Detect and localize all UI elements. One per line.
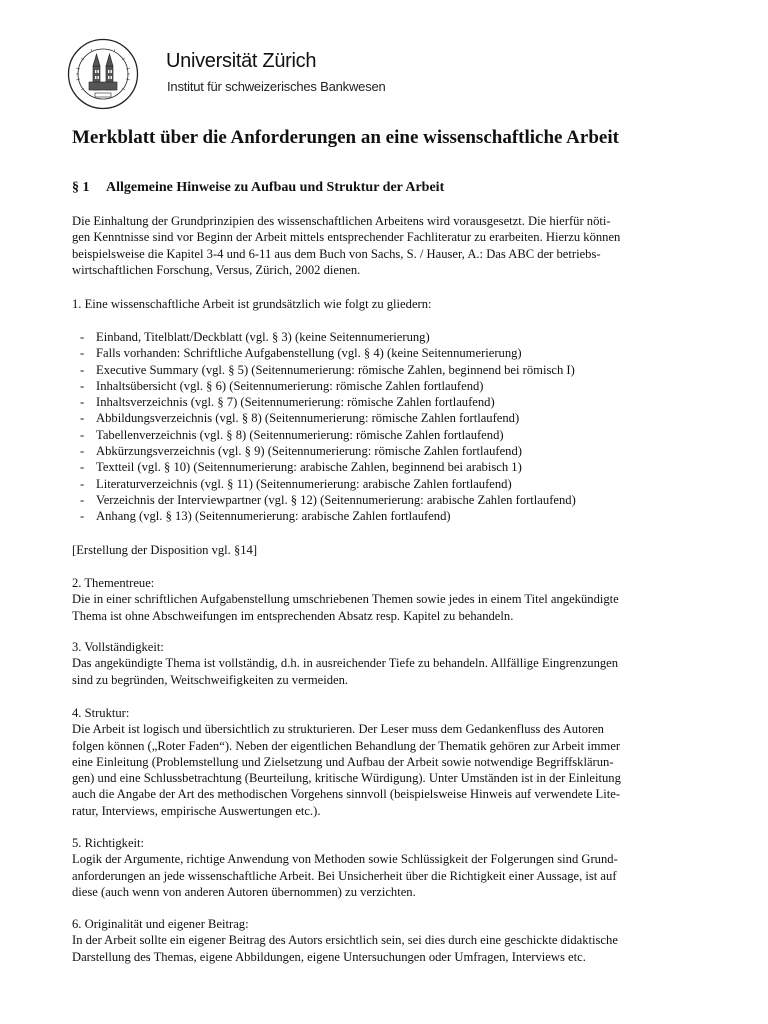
university-name: Universität Zürich <box>166 50 317 72</box>
text-line: beispielsweise die Kapitel 3-4 und 6-11 aus dem Buch von Sachs, S. / Hauser, A.: Das ABC der betriebs- <box>72 246 601 261</box>
list-item: - Literaturverzeichnis (vgl. § 11) (Seitennumerierung: arabische Zahlen fortlaufend) <box>80 476 512 491</box>
list-item: - Abkürzungsverzeichnis (vgl. § 9) (Seitennumerierung: römische Zahlen fortlaufend) <box>80 444 522 459</box>
list-dash: - <box>80 509 85 524</box>
point-1-heading: 1. Eine wissenschaftliche Arbeit ist grundsätzlich wie folgt zu gliedern: <box>72 297 432 311</box>
text-line: auch die Angabe der Art des methodischen Vorgehens sinnvoll (beispielsweise Hinweis auf verwendete Lite- <box>72 787 621 802</box>
point-heading: 2. Thementreue: <box>72 576 155 590</box>
text-line: gen) und eine Schlussbetrachtung (Beurteilung, kritische Würdigung). Unter Umständen ist in der Einleitung <box>72 771 621 786</box>
list-item: - Inhaltsübersicht (vgl. § 6) (Seitennumerierung: römische Zahlen fortlaufend) <box>80 378 484 393</box>
text-line: eine Einleitung (Problemstellung und Zielsetzung und Aufbau der Arbeit sowie notwendige Begriffsklärun- <box>72 754 614 769</box>
list-dash: - <box>80 378 85 393</box>
list-item: - Executive Summary (vgl. § 5) (Seitennumerierung: römische Zahlen, beginnend bei römisch I) <box>80 362 575 377</box>
list-item: - Tabellenverzeichnis (vgl. § 8) (Seitennumerierung: römische Zahlen fortlaufend) <box>80 427 504 442</box>
list-dash: - <box>80 427 85 442</box>
text-line: Darstellung des Themas, eigene Abbildungen, eigene Untersuchungen oder Umfragen, Interviews etc. <box>72 949 586 964</box>
list-item: - Verzeichnis der Interviewpartner (vgl. § 12) (Seitennumerierung: arabische Zahlen fortlaufend) <box>80 492 576 507</box>
disposition-note: [Erstellung der Disposition vgl. §14] <box>72 543 258 557</box>
list-item: - Einband, Titelblatt/Deckblatt (vgl. § 3) (keine Seitennumerierung) <box>80 330 430 344</box>
point-6 <box>72 916 696 965</box>
section-heading <box>72 180 444 196</box>
list-item: - Textteil (vgl. § 10) (Seitennumerierung: arabische Zahlen, beginnend bei arabisch 1) <box>80 460 522 475</box>
list-dash: - <box>80 444 85 459</box>
list-item: - Abbildungsverzeichnis (vgl. § 8) (Seitennumerierung: römische Zahlen fortlaufend) <box>80 411 520 426</box>
text-line: ratur, Interviews, empirische Auswertungen etc.). <box>72 803 321 818</box>
text-line: gen Kenntnisse sind vor Beginn der Arbeit mittels entsprechender Fachliteratur zu erarbeiten. Hierzu können <box>72 230 621 245</box>
list-dash: - <box>80 330 85 344</box>
text-line: Die in einer schriftlichen Aufgabenstellung umschriebenen Themen sowie jedes in einem Titel angekündigte <box>72 592 619 607</box>
text-line: Die Einhaltung der Grundprinzipien des wissenschaftlichen Arbeitens wird vorausgesetzt. Die hierfür nöti- <box>72 214 611 228</box>
institute-name: Institut für schweizerisches Bankwesen <box>167 79 386 94</box>
point-heading: 4. Struktur: <box>72 706 130 720</box>
text-line: Das angekündigte Thema ist vollständig, d.h. in ausreichender Tiefe zu behandeln. Allfällige Eingrenzungen <box>72 656 619 671</box>
text-line: wirtschaftlichen Forschung, Versus, Zürich, 2002 dienen. <box>72 262 361 277</box>
list-dash: - <box>80 362 85 377</box>
document-title: Merkblatt über die Anforderungen an eine wissenschaftliche Arbeit <box>72 127 619 148</box>
text-line: Thema ist ohne Abschweifungen im entsprechenden Absatz resp. Kapitel zu behandeln. <box>72 608 514 623</box>
point-2 <box>72 575 696 624</box>
intro-paragraph <box>72 213 696 278</box>
point-heading: 5. Richtigkeit: <box>72 836 145 850</box>
point-3 <box>72 639 696 688</box>
list-dash: - <box>80 476 85 491</box>
text-line: folgen können („Roter Faden“). Neben der eigentlichen Behandlung der Thematik gehören zur Arbeit immer <box>72 738 621 753</box>
list-dash: - <box>80 346 85 361</box>
list-dash: - <box>80 460 85 475</box>
text-line: In der Arbeit sollte ein eigener Beitrag des Autors ersichtlich sein, sei dies durch eine geschickte didaktische <box>72 933 618 948</box>
text-line: anforderungen an jede wissenschaftliche Arbeit. Bei Unsicherheit über die Richtigkeit einer Aussage, ist auf <box>72 868 617 883</box>
section-number: § 1 <box>72 180 90 195</box>
text-line: diese (auch wenn von anderen Autoren übernommen) zu verzichten. <box>72 884 416 899</box>
point-heading: 6. Originalität und eigener Beitrag: <box>72 917 249 931</box>
university-seal-logo <box>67 38 139 110</box>
text-line: sind zu begründen, Weitschweifigkeiten zu vermeiden. <box>72 672 349 687</box>
point-4 <box>72 705 696 819</box>
list-item: - Falls vorhanden: Schriftliche Aufgabenstellung (vgl. § 4) (keine Seitennumerierung) <box>80 346 522 361</box>
structure-list <box>72 329 696 525</box>
point-heading: 3. Vollständigkeit: <box>72 640 164 654</box>
list-dash: - <box>80 395 85 410</box>
list-dash: - <box>80 492 85 507</box>
list-dash: - <box>80 411 85 426</box>
section-title: Allgemeine Hinweise zu Aufbau und Struktur der Arbeit <box>106 180 445 195</box>
point-5 <box>72 835 696 900</box>
list-item: - Anhang (vgl. § 13) (Seitennumerierung: arabische Zahlen fortlaufend) <box>80 509 451 524</box>
list-item: - Inhaltsverzeichnis (vgl. § 7) (Seitennumerierung: römische Zahlen fortlaufend) <box>80 395 495 410</box>
text-line: Die Arbeit ist logisch und übersichtlich zu strukturieren. Der Leser muss dem Gedankenfluss des Autoren <box>72 722 604 737</box>
text-line: Logik der Argumente, richtige Anwendung von Methoden sowie Schlüssigkeit der Folgerungen sind Grund- <box>72 852 618 867</box>
